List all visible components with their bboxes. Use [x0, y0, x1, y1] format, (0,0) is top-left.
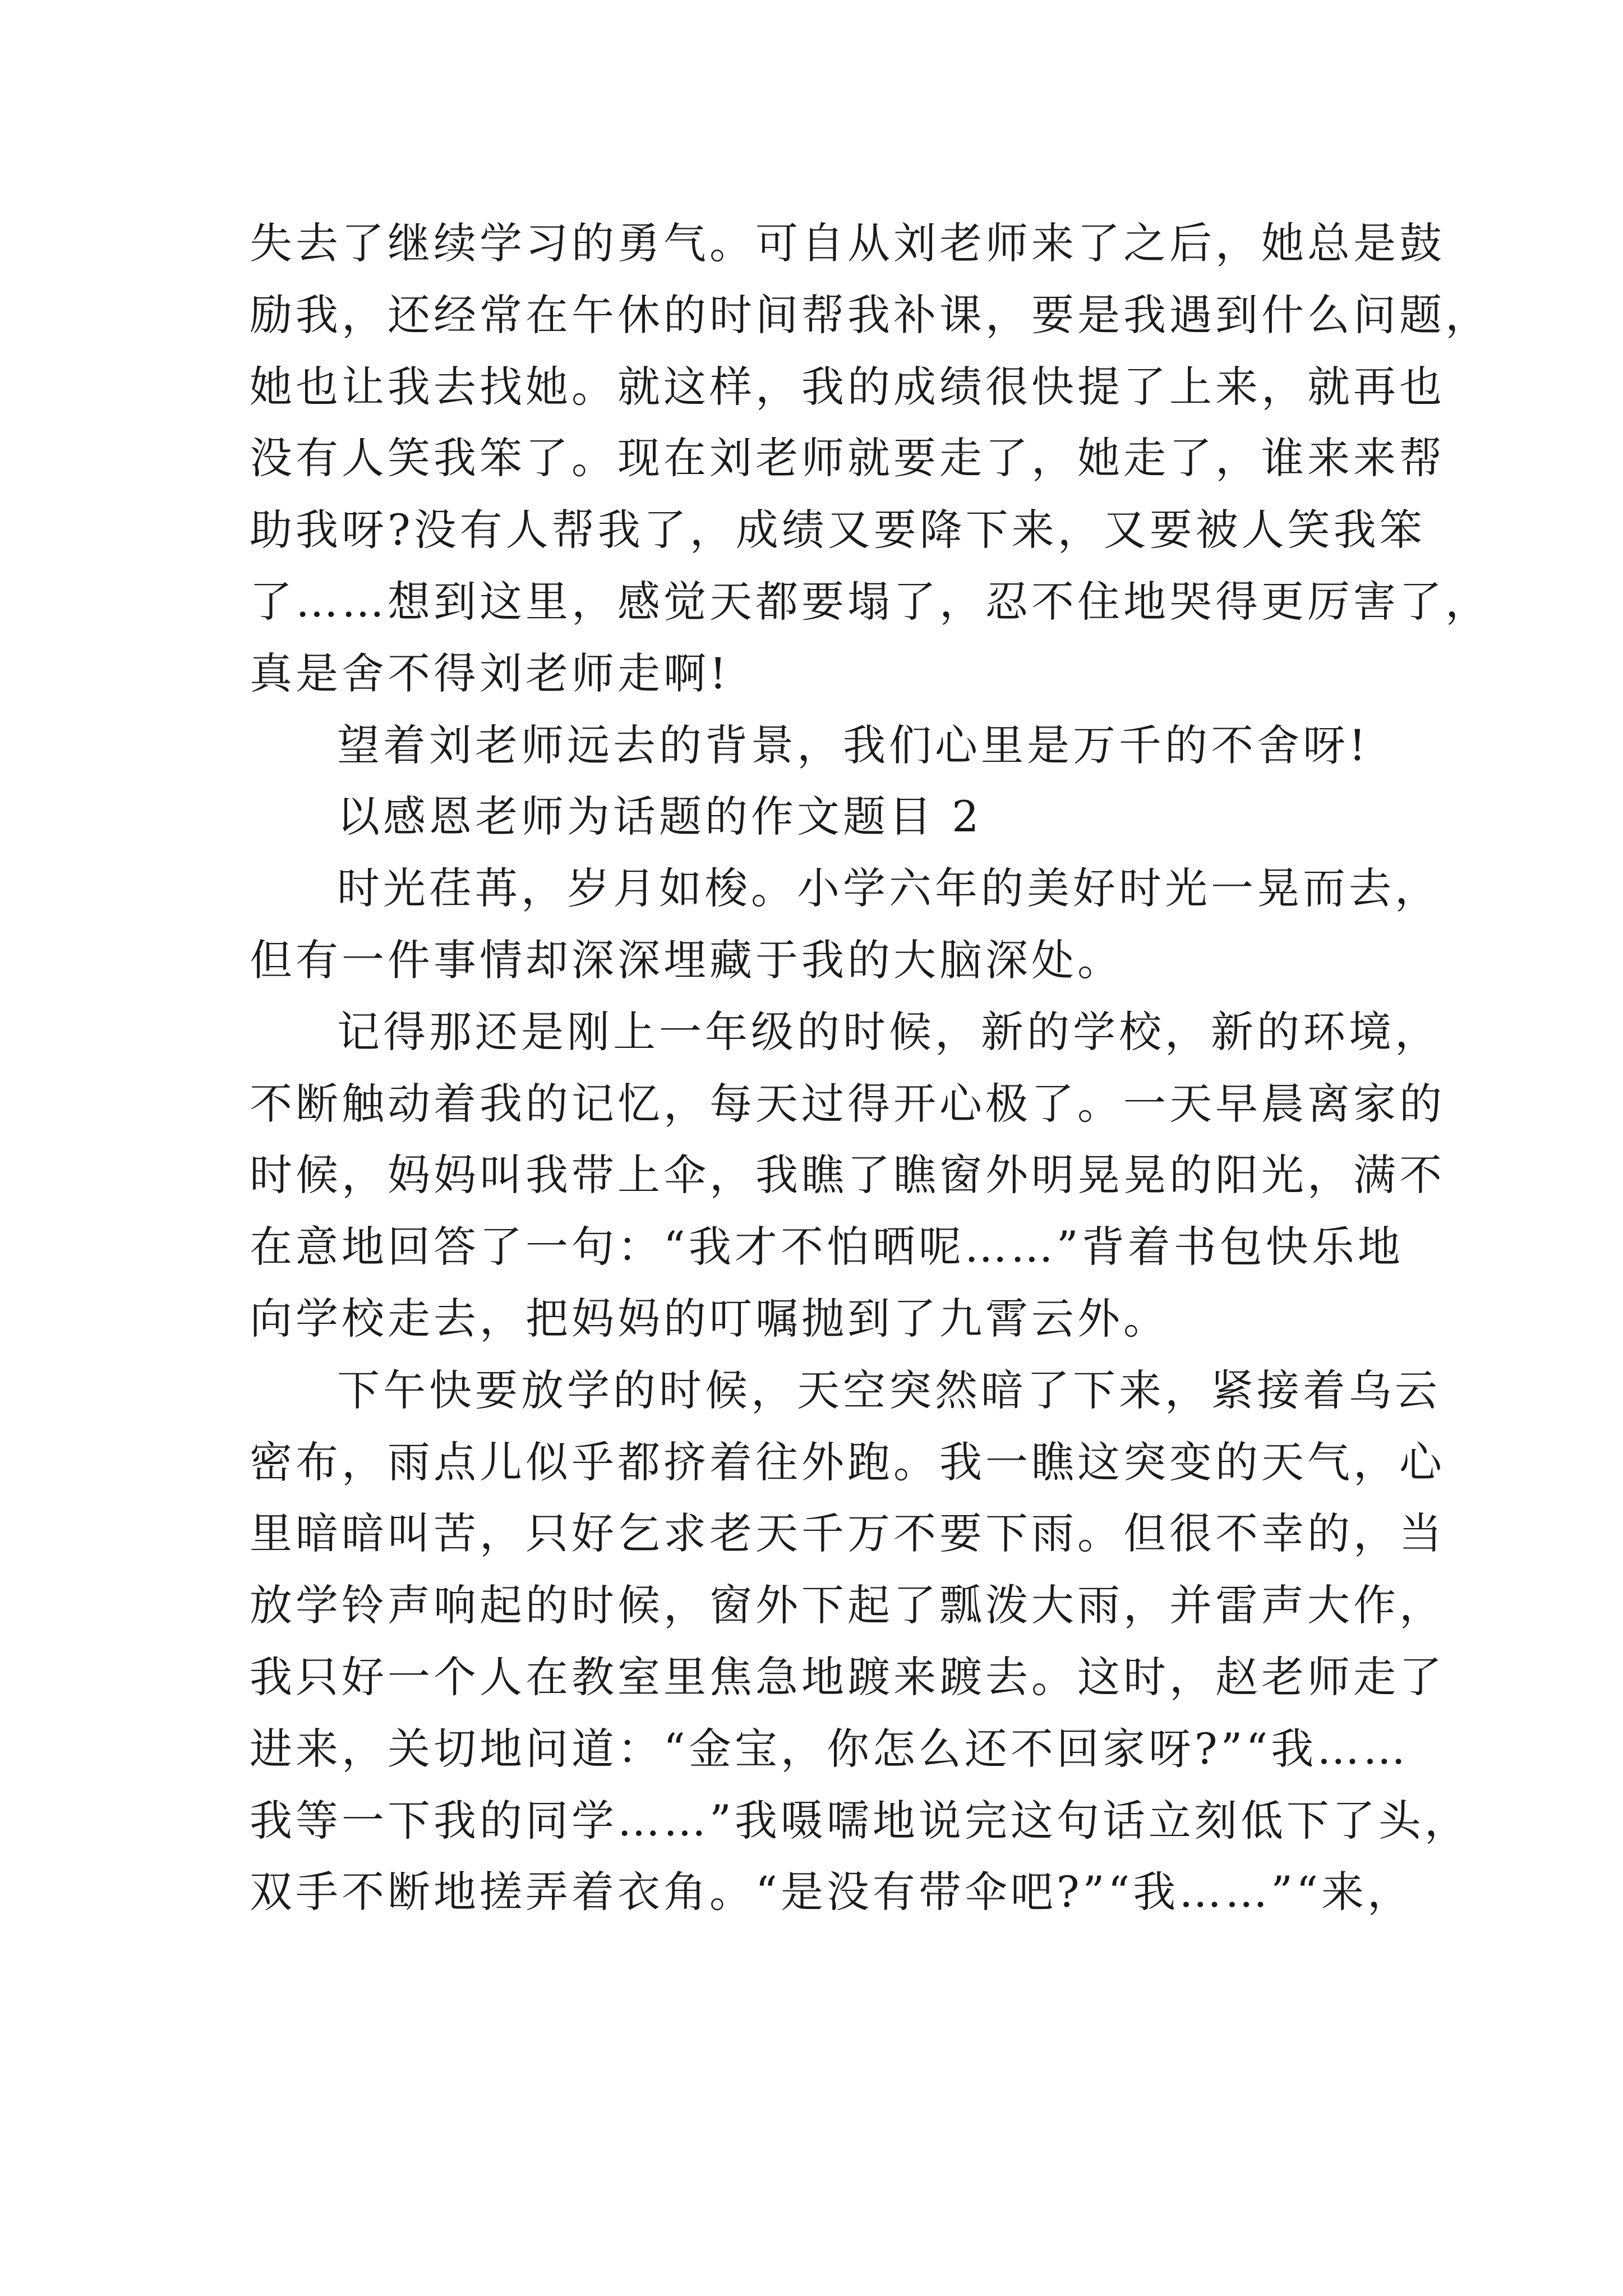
paragraph	[250, 1355, 1470, 1928]
text-line: 不断触动着我的记忆，每天过得开心极了。一天早晨离家的	[250, 1078, 1445, 1129]
text-line: 她也让我去找她。就这样，我的成绩很快提了上来，就再也	[250, 361, 1445, 412]
section-title	[250, 781, 1377, 853]
text-line: 我只好一个人在教室里焦急地踱来踱去。这时，赵老师走了	[250, 1651, 1445, 1702]
paragraph	[250, 853, 1441, 996]
text-line: 励我，还经常在午休的时间帮我补课，要是我遇到什么问题，	[250, 289, 1491, 340]
text-line: 没有人笑我笨了。现在刘老师就要走了，她走了，谁来来帮	[250, 433, 1445, 484]
text-line: 在意地回答了一句：“我才不怕晒呢……”背着书包快乐地	[250, 1222, 1404, 1272]
paragraph	[250, 996, 1445, 1355]
text-line: 放学铃声响起的时候，窗外下起了瓢泼大雨，并雷声大作，	[250, 1580, 1445, 1631]
document-body	[250, 208, 1491, 1928]
text-line: 助我呀?没有人帮我了，成绩又要降下来，又要被人笑我笨	[250, 505, 1426, 555]
text-line: 望着刘老师远去的背景，我们心里是万千的不舍呀!	[337, 720, 1370, 770]
text-line: 记得那还是刚上一年级的时候，新的学校，新的环境，	[337, 1006, 1441, 1057]
text-line: 了……想到这里，感觉天都要塌了，忍不住地哭得更厉害了，	[250, 576, 1491, 627]
text-line: 我等一下我的同学……”我嗫嚅地说完这句话立刻低下了头，	[250, 1795, 1470, 1846]
text-line: 里暗暗叫苦，只好乞求老天千万不要下雨。但很不幸的，当	[250, 1508, 1445, 1559]
text-line: 双手不断地搓弄着衣角。“是没有带伞吧?”“我……”“来，	[250, 1867, 1414, 1917]
paragraph	[250, 208, 1491, 710]
text-line: 时光荏苒，岁月如梭。小学六年的美好时光一晃而去，	[337, 863, 1441, 914]
text-line: 但有一件事情却深深埋藏于我的大脑深处。	[250, 935, 1123, 985]
text-line: 下午快要放学的时候，天空突然暗了下来，紧接着乌云	[337, 1365, 1441, 1415]
text-line: 向学校走去，把妈妈的叮嘱抛到了九霄云外。	[250, 1293, 1169, 1343]
text-line: 真是舍不得刘老师走啊!	[250, 648, 730, 698]
paragraph	[250, 710, 1377, 781]
text-line: 以感恩老师为话题的作文题目 2	[337, 792, 983, 842]
text-line: 密布，雨点儿似乎都挤着往外跑。我一瞧这突变的天气，心	[250, 1437, 1445, 1487]
text-line: 进来，关切地问道：“金宝，你怎么还不回家呀?”“我……	[250, 1723, 1409, 1774]
text-line: 失去了继续学习的勇气。可自从刘老师来了之后，她总是鼓	[250, 218, 1445, 268]
text-line: 时候，妈妈叫我带上伞，我瞧了瞧窗外明晃晃的阳光，满不	[250, 1150, 1445, 1200]
